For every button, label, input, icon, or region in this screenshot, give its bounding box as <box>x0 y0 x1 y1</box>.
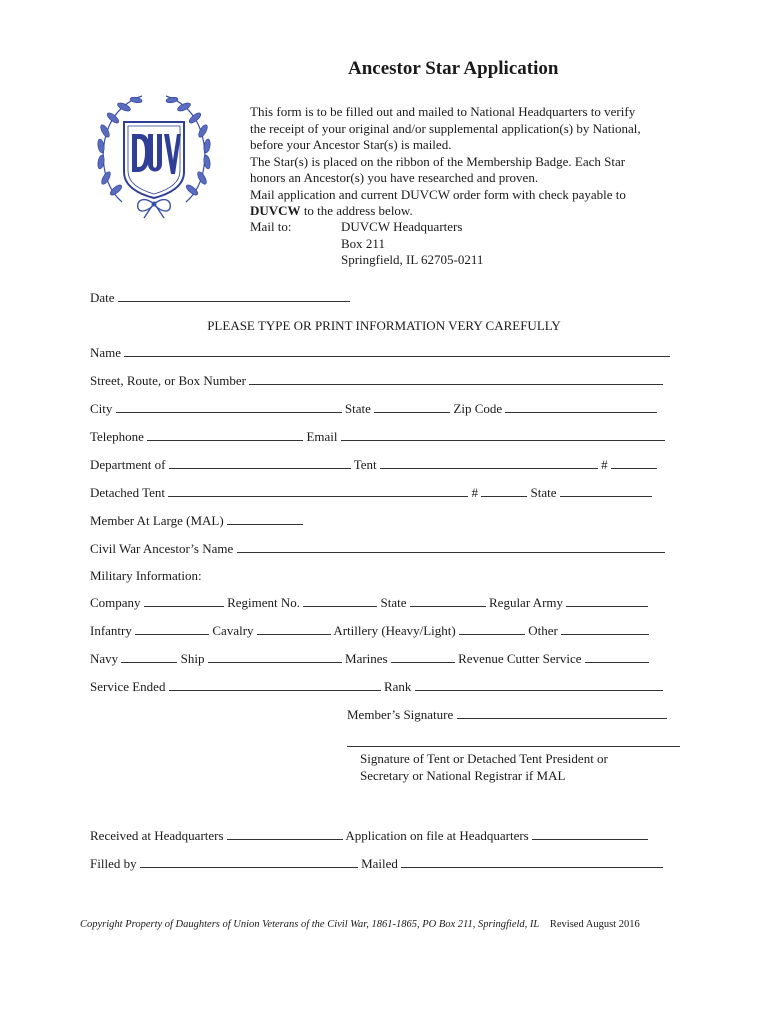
address-block <box>341 219 483 269</box>
date-row <box>90 290 350 306</box>
page-title: Ancestor Star Application <box>348 58 559 79</box>
state-label: State <box>344 401 371 416</box>
military-state-label: State <box>380 595 407 610</box>
navy-field[interactable] <box>121 651 177 663</box>
address-line: Springfield, IL 62705-0211 <box>341 252 484 267</box>
intro-line: before your Ancestor Star(s) is mailed. <box>250 137 452 152</box>
rank-field[interactable] <box>415 679 663 691</box>
address-line: Box 211 <box>341 235 385 251</box>
intro-line: honors an Ancestor(s) you have researched and proven. <box>250 170 539 185</box>
tent-number-field[interactable] <box>611 457 657 469</box>
member-signature-row <box>347 707 667 723</box>
regiment-label: Regiment No. <box>227 595 300 610</box>
intro-line <box>250 203 641 220</box>
telephone-label: Telephone <box>90 429 144 444</box>
service-ended-field[interactable] <box>169 679 381 691</box>
duvcw-seal-logo <box>92 90 216 220</box>
regular-army-field[interactable] <box>566 595 648 607</box>
military-info-heading: Military Information: <box>90 568 202 583</box>
detached-tent-state-label: State <box>530 485 557 500</box>
tent-label: Tent <box>353 457 377 472</box>
member-signature-label: Member’s Signature <box>347 707 454 722</box>
intro-line-rest: to the address below. <box>300 203 413 218</box>
telephone-email-row <box>90 429 665 445</box>
revenue-cutter-field[interactable] <box>585 651 649 663</box>
detached-tent-label: Detached Tent <box>90 485 166 500</box>
ancestor-name-label: Civil War Ancestor’s Name <box>90 541 234 556</box>
ship-field[interactable] <box>208 651 342 663</box>
street-row <box>90 373 663 389</box>
infantry-field[interactable] <box>135 623 209 635</box>
member-at-large-field[interactable] <box>227 513 303 525</box>
ship-label: Ship <box>180 651 205 666</box>
caption-line: Signature of Tent or Detached Tent President or <box>360 751 608 766</box>
detached-tent-state-field[interactable] <box>560 485 652 497</box>
intro-line: the receipt of your original and/or supplemental application(s) by National, <box>250 120 641 136</box>
received-field[interactable] <box>227 828 343 840</box>
street-field[interactable] <box>249 373 663 385</box>
detached-tent-number-label: # <box>471 485 479 500</box>
intro-line: This form is to be filled out and mailed to National Headquarters to verify <box>250 104 636 119</box>
city-state-zip-row <box>90 401 657 417</box>
infantry-label: Infantry <box>90 623 132 638</box>
regiment-field[interactable] <box>303 595 377 607</box>
other-field[interactable] <box>561 623 649 635</box>
received-row <box>90 828 648 844</box>
service-ended-row <box>90 679 663 695</box>
artillery-label: Artillery (Heavy/Light) <box>333 623 456 638</box>
intro-line: Mail application and current DUVCW order form with check payable to <box>250 186 626 202</box>
instruction-heading: PLEASE TYPE OR PRINT INFORMATION VERY CAREFULLY <box>207 318 561 333</box>
payee-name: DUVCW <box>250 203 301 218</box>
company-label: Company <box>90 595 141 610</box>
street-label: Street, Route, or Box Number <box>90 373 246 388</box>
zip-label: Zip Code <box>453 401 503 416</box>
department-label: Department of <box>90 457 166 472</box>
date-field[interactable] <box>118 290 350 302</box>
mailed-field[interactable] <box>401 856 663 868</box>
state-field[interactable] <box>374 401 450 413</box>
other-label: Other <box>528 623 558 638</box>
officer-signature-caption <box>360 751 608 784</box>
company-field[interactable] <box>144 595 224 607</box>
city-field[interactable] <box>116 401 342 413</box>
cavalry-label: Cavalry <box>212 623 254 638</box>
military-state-field[interactable] <box>410 595 486 607</box>
name-label: Name <box>90 345 122 360</box>
copyright-notice: Copyright Property of Daughters of Union Veterans of the Civil War, 1861-1865, PO Box 211, Springfield, IL <box>80 919 540 930</box>
application-on-file-field[interactable] <box>532 828 648 840</box>
email-label: Email <box>306 429 338 444</box>
department-field[interactable] <box>169 457 351 469</box>
artillery-field[interactable] <box>459 623 525 635</box>
member-signature-field[interactable] <box>457 707 667 719</box>
date-label: Date <box>90 290 115 305</box>
received-label: Received at Headquarters <box>90 828 224 843</box>
filled-by-row <box>90 856 663 872</box>
city-label: City <box>90 401 113 416</box>
revenue-cutter-label: Revenue Cutter Service <box>458 651 582 666</box>
name-row <box>90 345 670 361</box>
revised-date: Revised August 2016 <box>549 919 640 930</box>
tent-number-label: # <box>601 457 608 472</box>
branch-row <box>90 623 649 639</box>
marines-field[interactable] <box>391 651 455 663</box>
telephone-field[interactable] <box>147 429 303 441</box>
department-tent-row <box>90 457 657 473</box>
ancestor-name-row <box>90 541 665 557</box>
address-line: DUVCW Headquarters <box>341 219 463 234</box>
application-on-file-label: Application on file at Headquarters <box>345 828 529 843</box>
mail-to-label: Mail to: <box>250 219 292 234</box>
ancestor-name-field[interactable] <box>237 541 665 553</box>
cavalry-field[interactable] <box>257 623 331 635</box>
caption-line: Secretary or National Registrar if MAL <box>360 767 566 783</box>
name-field[interactable] <box>124 345 670 357</box>
navy-row <box>90 651 649 667</box>
detached-tent-number-field[interactable] <box>481 485 527 497</box>
regular-army-label: Regular Army <box>489 595 564 610</box>
rank-label: Rank <box>383 679 412 694</box>
footer <box>80 919 640 930</box>
service-ended-label: Service Ended <box>90 679 166 694</box>
detached-tent-row <box>90 485 652 501</box>
marines-label: Marines <box>345 651 388 666</box>
email-field[interactable] <box>341 429 665 441</box>
filled-by-field[interactable] <box>140 856 358 868</box>
tent-field[interactable] <box>380 457 598 469</box>
zip-field[interactable] <box>505 401 657 413</box>
member-at-large-label: Member At Large (MAL) <box>90 513 224 528</box>
mailed-label: Mailed <box>361 856 398 871</box>
navy-label: Navy <box>90 651 119 666</box>
intro-paragraph <box>250 104 641 220</box>
intro-line: The Star(s) is placed on the ribbon of the Membership Badge. Each Star <box>250 153 626 169</box>
company-row <box>90 595 648 611</box>
officer-signature-field[interactable] <box>347 735 680 747</box>
member-at-large-row <box>90 513 303 529</box>
filled-by-label: Filled by <box>90 856 137 871</box>
detached-tent-field[interactable] <box>168 485 468 497</box>
